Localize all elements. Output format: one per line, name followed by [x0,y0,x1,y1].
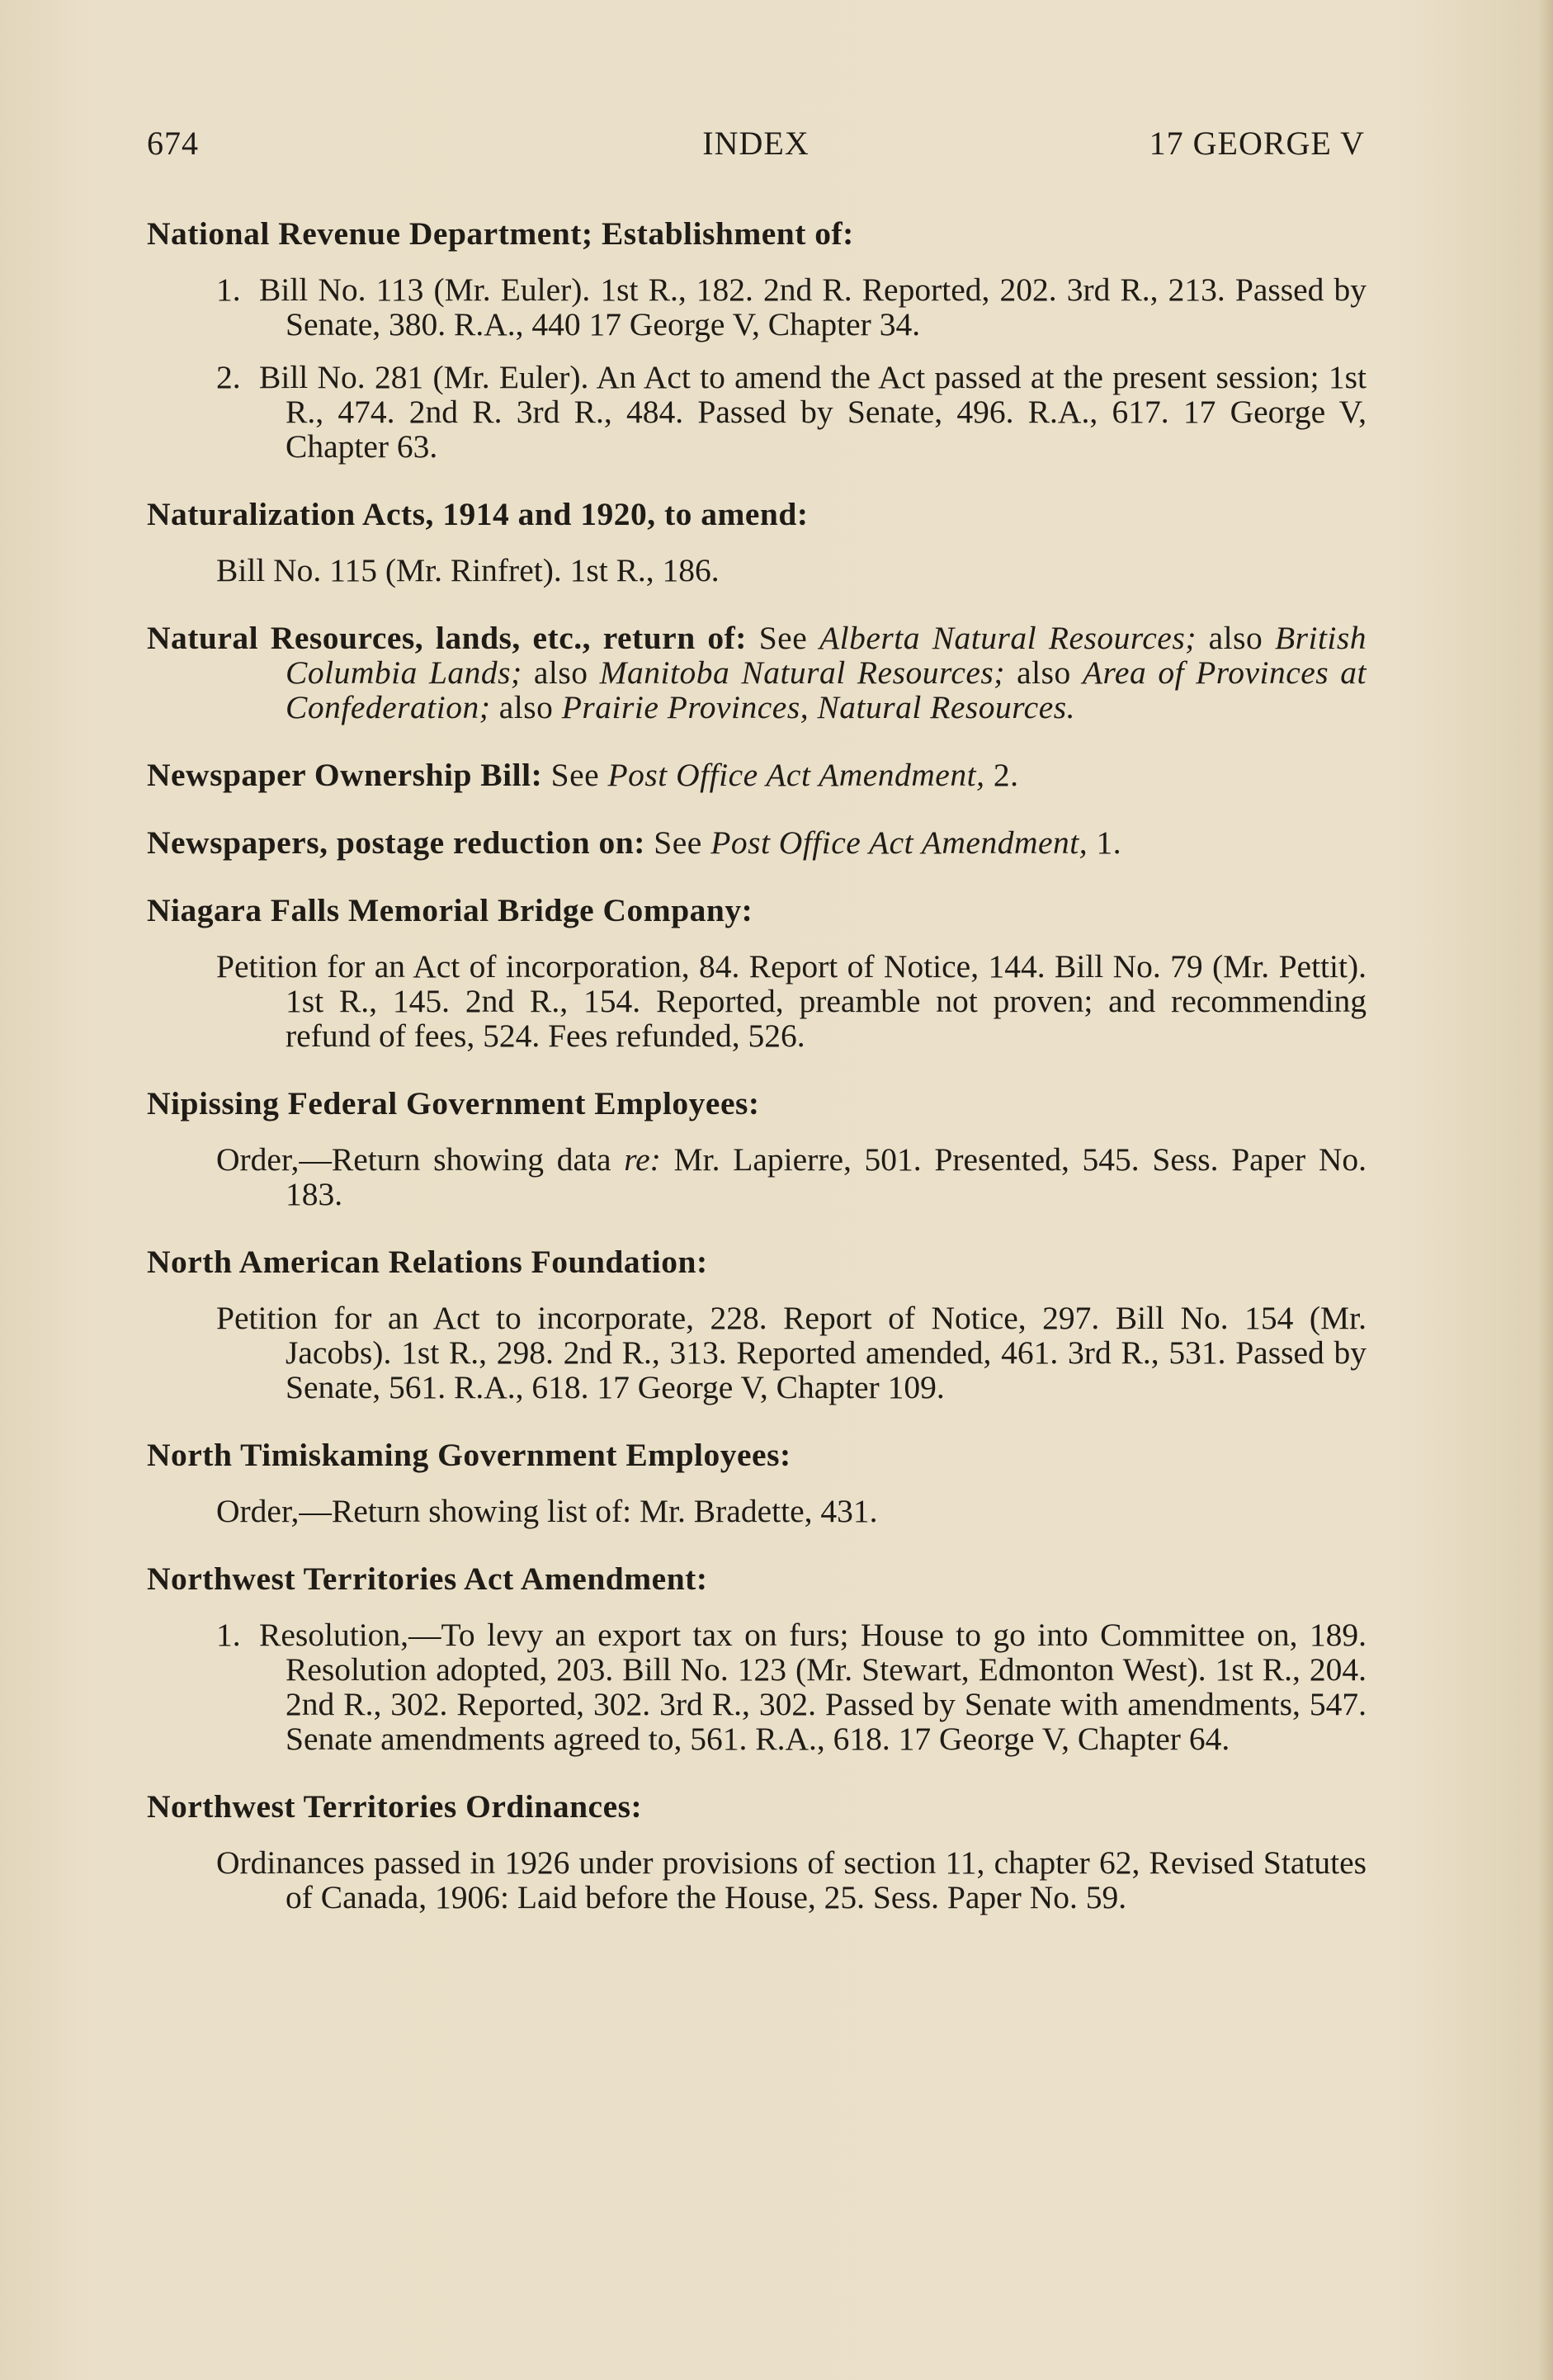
entry-heading [147,825,1367,860]
cross-reference: British Columbia Lands; [286,620,1367,691]
page-title: INDEX [702,125,810,162]
entry-item [147,553,1367,588]
entry-heading: North American Relations Foundation: [147,1244,708,1280]
item-text: Petition for an Act to incorporate, 228. Report of Notice, 297. Bill No. 154 (Mr. Jacobs). 1st R., 298. 2nd R., 313. Reported amended, 461. 3rd R., 531. Passed by Senate, 561. R.A., 618. 17 George V, Chapter 109. [216,1300,1367,1405]
heading-text: Newspapers, postage reduction on: [147,824,645,861]
also-label: also [1017,654,1071,691]
index-entry [147,1561,1367,1756]
cross-reference: Manitoba Natural Resources; [599,654,1005,691]
cross-reference: Prairie Provinces, Natural Resources. [561,689,1075,725]
cross-reference: Alberta Natural Resources; [819,620,1197,656]
also-label: also [498,689,554,725]
entry-item [147,1845,1367,1915]
entry-item [147,1301,1367,1405]
item-number: 1. [216,1617,241,1653]
index-entry [147,1086,1367,1211]
item-text: Order,—Return showing list of: Mr. Bradette, 431. [216,1493,878,1529]
entry-heading [147,758,1367,792]
index-entry [147,216,1367,464]
index-entry [147,825,1367,860]
entry-heading: National Revenue Department; Establishment of: [147,215,854,252]
entry-item [147,1142,1367,1211]
entry-heading: Northwest Territories Act Amendment: [147,1561,708,1597]
entry-item [147,272,1367,342]
cross-reference: Post Office Act Amendment, [607,757,985,793]
index-entry [147,758,1367,792]
page-number: 674 [147,125,199,162]
see-label: See [654,824,702,861]
running-head [147,124,1365,173]
index-entries [147,216,1367,1948]
reign-label: 17 GEORGE V [1149,125,1365,162]
entry-heading: North Timiskaming Government Employees: [147,1437,791,1473]
entry-heading: Northwest Territories Ordinances: [147,1788,643,1825]
index-entry [147,497,1367,588]
also-label: also [1208,620,1263,656]
index-entry [147,1789,1367,1915]
see-label: See [550,757,600,793]
index-entry [147,893,1367,1053]
item-number: 1. [216,272,241,308]
item-number: 2. [216,359,241,395]
item-text: Bill No. 281 (Mr. Euler). An Act to amend the Act passed at the present session; 1st R., 474. 2nd R. 3rd R., 484. Passed by Senate, 496. R.A., 617. 17 George V, Chapter 63. [259,359,1367,465]
entry-heading: Naturalization Acts, 1914 and 1920, to amend: [147,496,809,532]
heading-text: Natural Resources, lands, etc., return of: [147,620,747,656]
item-text: Petition for an Act of incorporation, 84. Report of Notice, 144. Bill No. 79 (Mr. Pettit). 1st R., 145. 2nd R., 154. Reported, preamble not proven; and recommending refund of fees, 524. Fees refunded, 526. [216,948,1367,1054]
index-entry [147,621,1367,725]
item-text: Order,—Return showing data [216,1141,611,1178]
entry-item [147,360,1367,464]
cross-reference-number: 1. [1096,824,1122,861]
heading-text: Newspaper Ownership Bill: [147,757,543,793]
item-text: Ordinances passed in 1926 under provisions of section 11, chapter 62, Revised Statutes of Canada, 1906: Laid before the House, 25. Sess. Paper No. 59. [216,1844,1367,1915]
entry-item [147,1494,1367,1528]
also-label: also [533,654,588,691]
item-text-italic: re: [624,1141,661,1178]
cross-reference: Area of Provinces at Confederation; [286,654,1367,725]
entry-item [147,1617,1367,1756]
index-entry [147,1438,1367,1528]
item-text: Resolution,—To levy an export tax on furs; House to go into Committee on, 189. Resolution adopted, 203. Bill No. 123 (Mr. Stewart, Edmonton West). 1st R., 204. 2nd R., 302. Reported, 302. 3rd R., 302. Passed by Senate with amendments, 547. Senate amendments agreed to, 561. R.A., 618. 17 George V, Chapter 64. [259,1617,1367,1757]
item-text: Bill No. 115 (Mr. Rinfret). 1st R., 186. [216,552,720,588]
entry-heading: Nipissing Federal Government Employees: [147,1085,760,1122]
item-text: Mr. Lapierre, 501. Presented, 545. Sess. Paper No. 183. [286,1141,1367,1212]
cross-reference: Post Office Act Amendment, [710,824,1088,861]
entry-heading [147,621,1367,725]
entry-item [147,949,1367,1053]
see-label: See [758,620,808,656]
item-text: Bill No. 113 (Mr. Euler). 1st R., 182. 2nd R. Reported, 202. 3rd R., 213. Passed by Senate, 380. R.A., 440 17 George V, Chapter 34. [259,272,1367,342]
entry-heading: Niagara Falls Memorial Bridge Company: [147,892,753,928]
cross-reference-number: 2. [993,757,1019,793]
index-entry [147,1244,1367,1405]
